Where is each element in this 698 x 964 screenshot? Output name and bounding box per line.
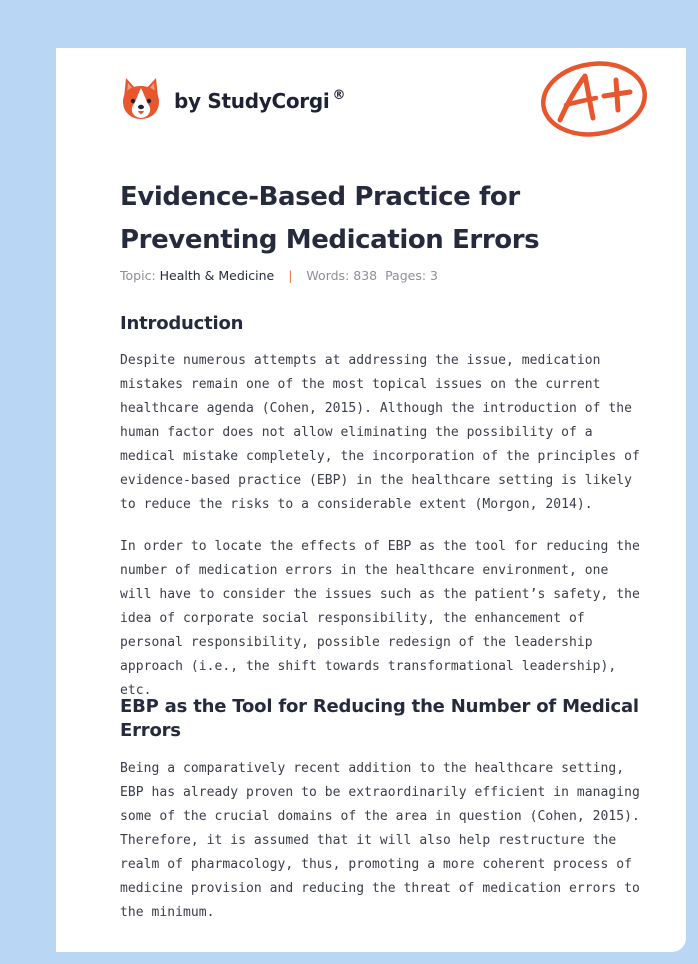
brand-name: by StudyCorgi ® xyxy=(174,88,346,113)
article-meta xyxy=(120,268,438,283)
paragraph: Being a comparatively recent addition to the healthcare setting, EBP has already proven to be extraordinarily efficient in managing some of the crucial domains of the area in question (Cohen, 2015). Therefore, it is assumed that it will also help restructure the realm of pharmacology, thus, promoting a more coherent process of medicine provision and reducing the threat of medication errors to the minimum. xyxy=(120,761,640,920)
section-heading-introduction: Introduction xyxy=(120,313,244,334)
section-heading-ebp-tool: EBP as the Tool for Reducing the Number of Medical Errors xyxy=(120,696,639,741)
page-count: Pages: 3 xyxy=(385,268,438,283)
studycorgi-logo[interactable] xyxy=(120,75,345,123)
a-plus-grade-icon xyxy=(538,58,650,140)
document-page xyxy=(56,48,686,952)
topic-link[interactable]: Health & Medicine xyxy=(159,268,275,283)
article-title xyxy=(120,176,640,262)
word-count: Words: 838 xyxy=(306,268,378,283)
meta-separator: | xyxy=(288,268,293,283)
title-line-2: Preventing Medication Errors xyxy=(120,225,540,255)
paragraph: Despite numerous attempts at addressing the issue, medication mistakes remain one of the most topical issues on the current healthcare agenda (Cohen, 2015). Although the introduction of the human factor does not allow eliminating the possibility of a medical mistake completely, the incorporation of the principles of evidence-based practice (EBP) in the healthcare setting is likely to reduce the risks to a considerable extent (Morgon, 2014). xyxy=(120,353,640,512)
topic-label: Topic: xyxy=(120,268,156,283)
corgi-logo-icon xyxy=(120,76,162,122)
title-line-1: Evidence-Based Practice for xyxy=(120,182,520,212)
paragraph: In order to locate the effects of EBP as the tool for reducing the number of medication errors in the healthcare environment, one will have to consider the issues such as the patient’s safety, the idea of corporate social responsibility, the enhancement of personal responsibility, possible redesign of the leadership approach (i.e., the shift towards transformational leadership), etc. xyxy=(120,539,640,698)
